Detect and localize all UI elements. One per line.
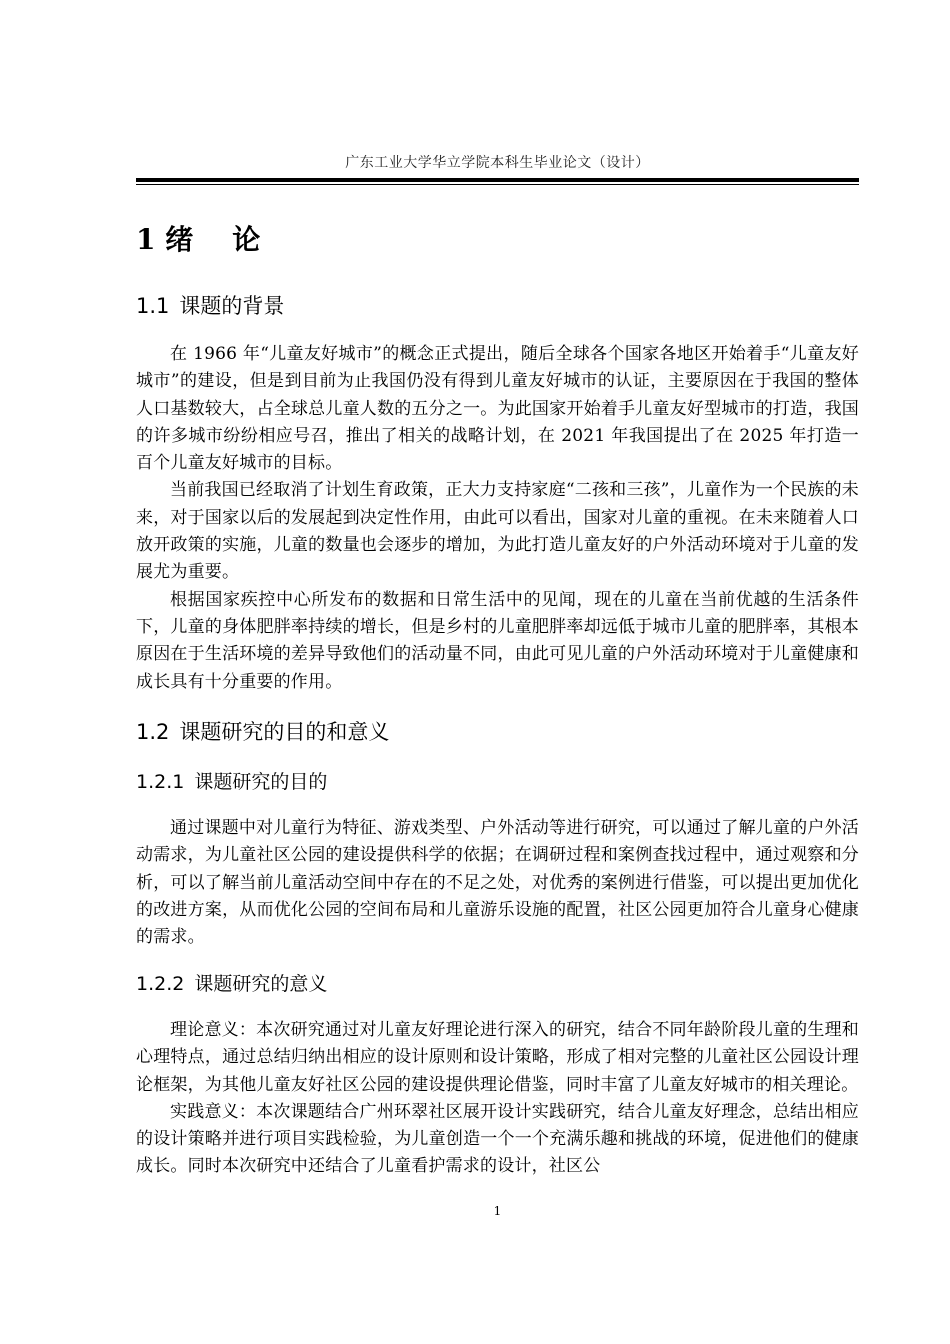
section-1-2-1-body — [136, 815, 859, 951]
section-heading-1-2 — [136, 716, 389, 746]
header-rule-thin — [136, 184, 859, 185]
paragraph: 通过课题中对儿童行为特征、游戏类型、户外活动等进行研究，可以通过了解儿童的户外活动需求，为儿童社区公园的建设提供科学的依据；在调研过程和案例查找过程中，通过观察和分析，可以了解当前儿童活动空间中存在的不足之处，对优秀的案例进行借鉴，可以提出更加优化的改进方案，从而优化公园的空间布局和儿童游乐设施的配置，社区公园更加符合儿童身心健康的需求。 — [136, 818, 859, 948]
section-number: 1.1 — [136, 294, 170, 318]
page-number: 1 — [493, 1204, 502, 1218]
paragraph: 实践意义：本次课题结合广州环翠社区展开设计实践研究，结合儿童友好理念，总结出相应的设计策略并进行项目实践检验，为儿童创造一个一个充满乐趣和挑战的环境，促进他们的健康成长。同时本次研究中还结合了儿童看护需求的设计，社区公 — [136, 1101, 859, 1177]
section-number: 1.2.2 — [136, 973, 185, 995]
paragraph: 在 1966 年“儿童友好城市”的概念正式提出，随后全球各个国家各地区开始着手“儿童友好城市”的建设，但是到目前为止我国仍没有得到儿童友好城市的认证，主要原因在于我国的整体人口基数较大，占全球总儿童人数的五分之一。为此国家开始着手儿童友好型城市的打造，我国的许多城市纷纷相应号召，推出了相关的战略计划，在 2021 年我国提出了在 2025 年打造一百个儿童友好城市的目标。 — [136, 344, 859, 474]
header-rule-thick — [136, 178, 859, 182]
section-heading-1-2-1 — [136, 767, 327, 794]
section-title: 课题研究的意义 — [194, 973, 328, 995]
section-heading-1-1 — [136, 290, 284, 320]
paragraph: 当前我国已经取消了计划生育政策，正大力支持家庭“二孩和三孩”，儿童作为一个民族的未来，对于国家以后的发展起到决定性作用，由此可以看出，国家对儿童的重视。在未来随着人口放开政策的实施，儿童的数量也会逐步的增加，为此打造儿童友好的户外活动环境对于儿童的发展尤为重要。 — [136, 480, 859, 583]
section-title: 课题研究的目的 — [194, 771, 328, 793]
running-header: 广东工业大学华立学院本科生毕业论文（设计） — [345, 155, 650, 171]
paragraph: 理论意义：本次研究通过对儿童友好理论进行深入的研究，结合不同年龄阶段儿童的生理和心理特点，通过总结归纳出相应的设计原则和设计策略，形成了相对完整的儿童社区公园设计理论框架，为其他儿童友好社区公园的建设提供理论借鉴，同时丰富了儿童友好城市的相关理论。 — [136, 1020, 859, 1095]
section-number: 1.2.1 — [136, 771, 185, 793]
section-heading-1-2-2 — [136, 969, 327, 996]
section-title: 课题的背景 — [179, 294, 285, 318]
section-number: 1.2 — [136, 720, 170, 744]
paragraph: 根据国家疾控中心所发布的数据和日常生活中的见闻，现在的儿童在当前优越的生活条件下，儿童的身体肥胖率持续的增长，但是乡村的儿童肥胖率却远低于城市儿童的肥胖率，其根本原因在于生活环境的差异导致他们的活动量不同，由此可见儿童的户外活动环境对于儿童健康和成长具有十分重要的作用。 — [136, 589, 859, 692]
section-title: 课题研究的目的和意义 — [179, 720, 390, 744]
section-1-2-2-body — [136, 1017, 859, 1181]
chapter-title: 1 绪 论 — [136, 223, 261, 256]
section-1-1-body — [136, 341, 859, 696]
